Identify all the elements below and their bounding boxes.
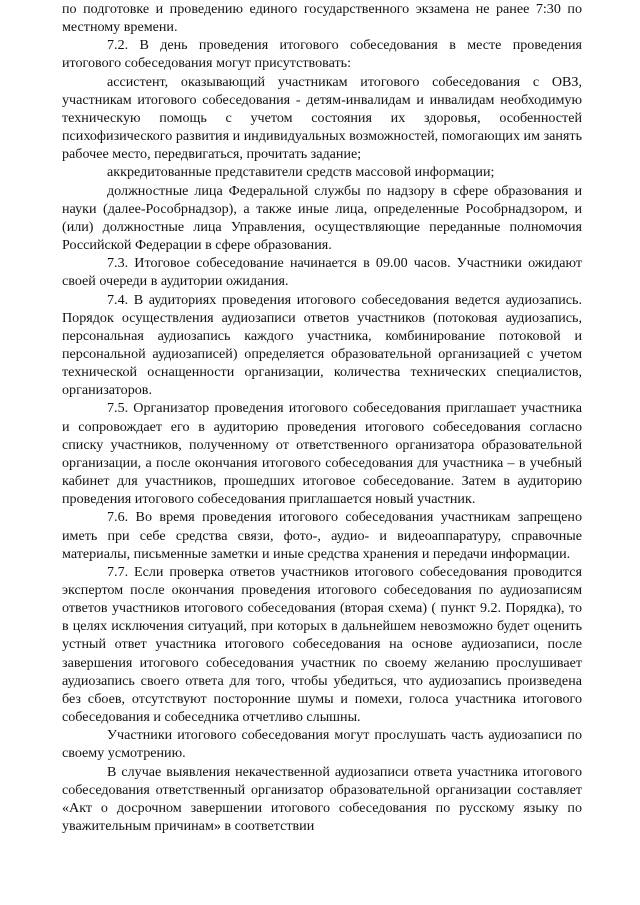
paragraph-7-6: 7.6. Во время проведения итогового собеседования участникам запрещено иметь при себе средства связи, фото-, аудио- и видеоаппаратуру, справочные материалы, письменные заметки и иные средства хранения и передачи информации. [62, 509, 582, 562]
paragraph-7-3: 7.3. Итоговое собеседование начинается в 09.00 часов. Участники ожидают своей очереди в аудитории ожидания. [62, 255, 582, 290]
paragraph-7-2: 7.2. В день проведения итогового собеседования в месте проведения итогового собеседования могут присутствовать: [62, 37, 582, 72]
paragraph-assistant: ассистент, оказывающий участникам итогового собеседования с ОВЗ, участникам итогового собеседования - детям-инвалидам и инвалидам необходимую техническую помощь с учетом состояния их здоровья, особенностей психофизического развития и индивидуальных возможностей, помогающих им занять рабочее место, передвигаться, прочитать задание; [62, 73, 582, 163]
paragraph-listening: Участники итогового собеседования могут прослушать часть аудиозаписи по своему усмотрению. [62, 727, 582, 762]
document-page [62, 0, 582, 835]
paragraph-7-4: 7.4. В аудиториях проведения итогового собеседования ведется аудиозапись. Порядок осуществления аудиозаписи ответов участников (потоковая аудиозапись, персональная аудиозапись каждого участника, комбинирование потоковой и персональной аудиозаписей) определяется образовательной организацией с учетом технической оснащенности организации, количества технических специалистов, организаторов. [62, 291, 582, 399]
paragraph-officials: должностные лица Федеральной службы по надзору в сфере образования и науки (далее-Рособрнадзор), а также иные лица, определенные Рособрнадзором, и (или) должностные лица Управления, осуществляющие переданные полномочия Российской Федерации в сфере образования. [62, 182, 582, 254]
paragraph-media: аккредитованные представители средств массовой информации; [107, 164, 495, 181]
paragraph-poor-recording: В случае выявления некачественной аудиозаписи ответа участника итогового собеседования ответственный организатор образовательной организации составляет «Акт о досрочном завершении итогового собеседования по русскому языку по уважительным причинам» в соответствии [62, 763, 582, 835]
paragraph-continuation: по подготовке и проведению единого государственного экзамена не ранее 7:30 по местному времени. [62, 1, 582, 36]
paragraph-7-7: 7.7. Если проверка ответов участников итогового собеседования проводится экспертом после окончания проведения итогового собеседования по аудиозаписям ответов участников итогового собеседования (вторая схема) ( пункт 9.2. Порядка), то в целях исключения ситуаций, при которых в дальнейшем невозможно будет оценить устный ответ участника итогового собеседования на основе аудиозаписи, после завершения итогового собеседования участник по своему желанию прослушивает аудиозапись своего ответа для того, чтобы убедиться, что аудиозапись произведена без сбоев, отсутствуют посторонние шумы и помехи, голоса участника итогового собеседования и собеседника отчетливо слышны. [62, 563, 582, 726]
paragraph-7-5: 7.5. Организатор проведения итогового собеседования приглашает участника и сопровождает его в аудиторию проведения итогового собеседования согласно списку участников, полученному от ответственного организатора образовательной организации, а после окончания итогового собеседования для участника – в учебный кабинет для участников, прошедших итоговое собеседование. Затем в аудиторию проведения итогового собеседования приглашается новый участник. [62, 400, 582, 508]
